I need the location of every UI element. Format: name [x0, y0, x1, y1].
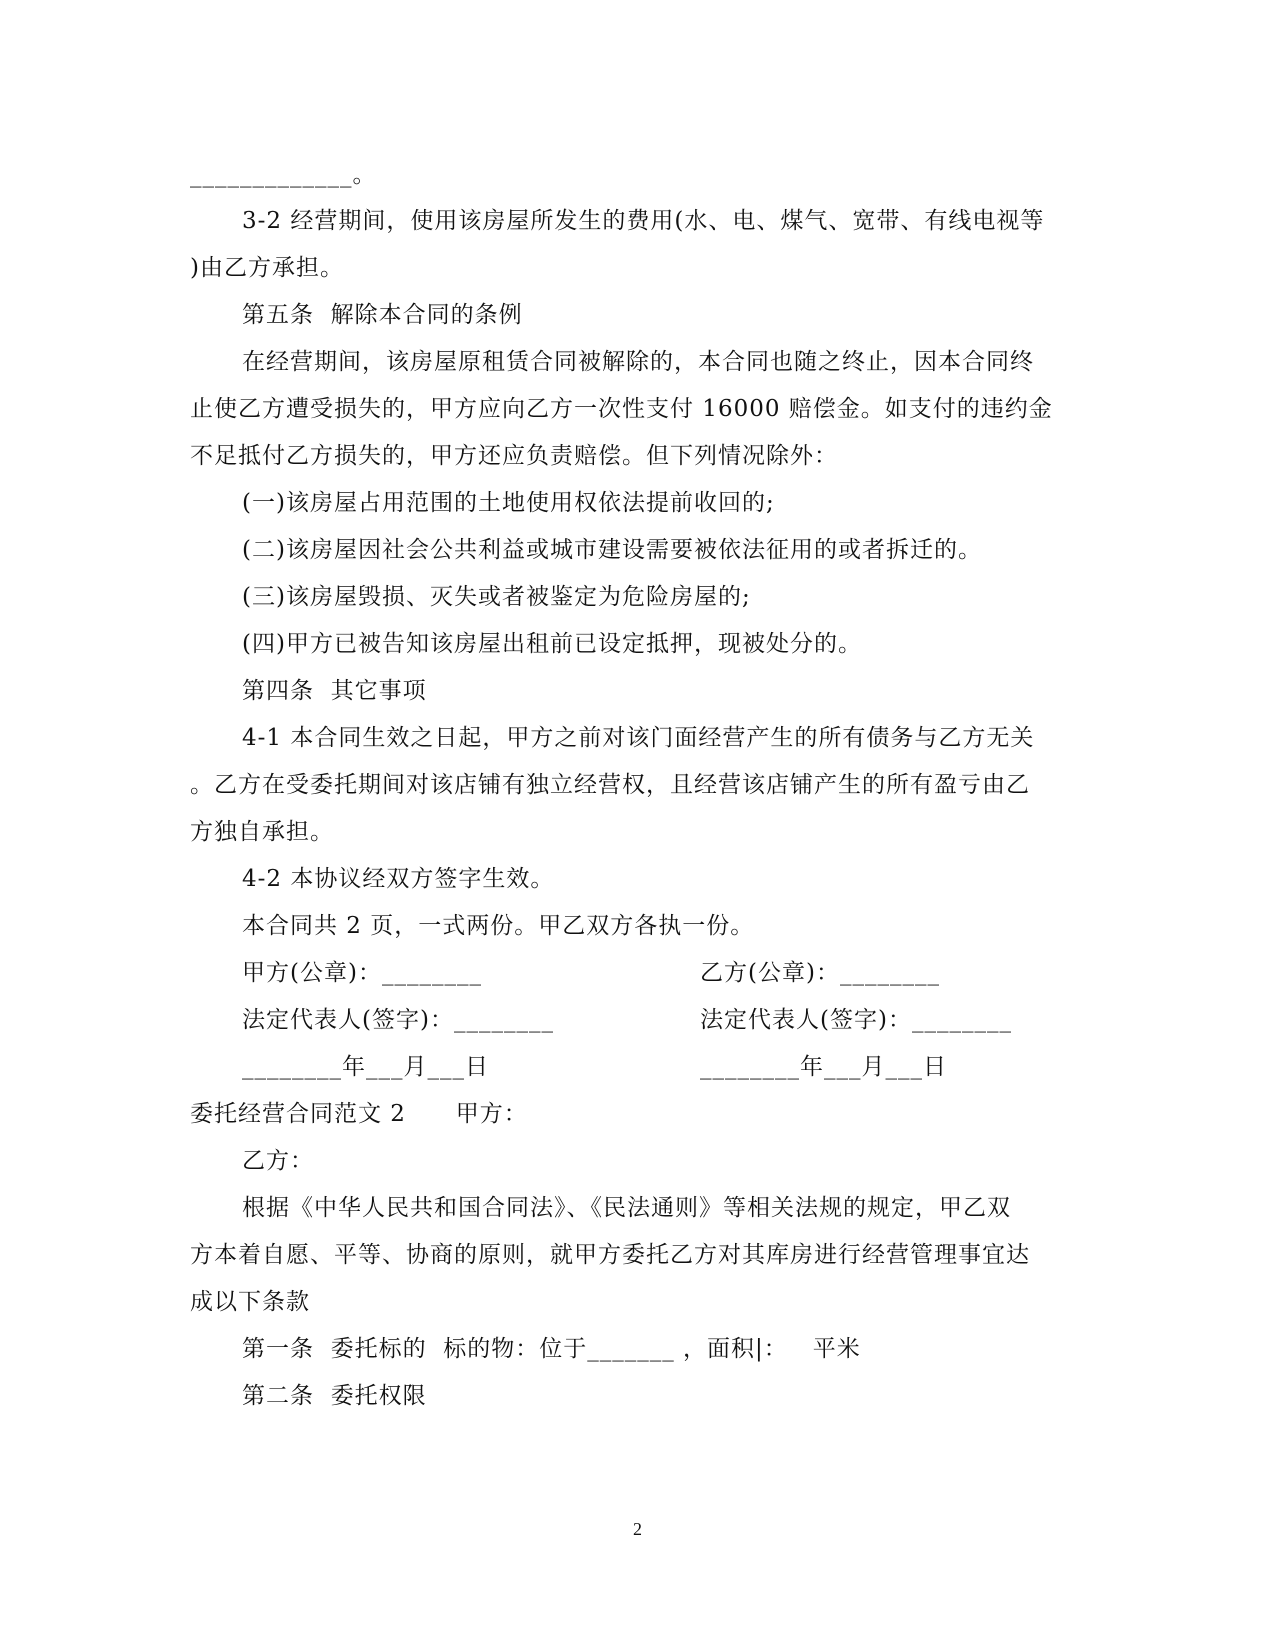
party-b-seal: 乙方(公章)：________ [700, 960, 940, 986]
party-a-representative: 法定代表人(签字)：________ [242, 1007, 554, 1033]
clause-4-1-line-3: 方独自承担。 [190, 819, 334, 845]
exception-item-3: (三)该房屋毁损、灭失或者被鉴定为危险房屋的; [242, 584, 751, 610]
article-5-heading: 第五条 解除本合同的条例 [242, 302, 523, 328]
article-1-line: 第一条 委托标的 标的物：位于_______ ，面积|： 平米 [242, 1336, 861, 1362]
preamble-line-2: 方本着自愿、平等、协商的原则，就甲方委托乙方对其库房进行经营管理事宜达 [190, 1242, 1030, 1268]
exception-item-1: (一)该房屋占用范围的土地使用权依法提前收回的; [242, 490, 775, 516]
clause-3-2-line-2: )由乙方承担。 [190, 255, 344, 281]
text-line: _____________。 [190, 162, 377, 188]
party-b-label: 乙方： [242, 1148, 314, 1174]
preamble-line-3: 成以下条款 [190, 1289, 310, 1315]
clause-4-2: 4-2 本协议经双方签字生效。 [242, 866, 555, 892]
article-5-para-line-1: 在经营期间，该房屋原租赁合同被解除的，本合同也随之终止，因本合同终 [242, 349, 1034, 375]
preamble-line-1: 根据《中华人民共和国合同法》、《民法通则》等相关法规的规定，甲乙双 [242, 1195, 1011, 1221]
party-b-date: ________年___月___日 [700, 1054, 947, 1080]
copies-note: 本合同共 2 页，一式两份。甲乙双方各执一份。 [242, 913, 755, 939]
exception-item-4: (四)甲方已被告知该房屋出租前已设定抵押，现被处分的。 [242, 631, 862, 657]
exception-item-2: (二)该房屋因社会公共利益或城市建设需要被依法征用的或者拆迁的。 [242, 537, 982, 563]
article-2-heading: 第二条 委托权限 [242, 1383, 427, 1409]
clause-4-1-line-1: 4-1 本合同生效之日起，甲方之前对该门面经营产生的所有债务与乙方无关 [242, 725, 1035, 751]
party-a-date: ________年___月___日 [242, 1054, 489, 1080]
article-4-heading: 第四条 其它事项 [242, 678, 427, 704]
party-b-representative: 法定代表人(签字)：________ [700, 1007, 1012, 1033]
party-a-seal: 甲方(公章)：________ [242, 960, 482, 986]
clause-4-1-line-2: 。乙方在受委托期间对该店铺有独立经营权，且经营该店铺产生的所有盈亏由乙 [190, 772, 1030, 798]
page-number: 2 [633, 1519, 642, 1539]
article-5-para-line-3: 不足抵付乙方损失的，甲方还应负责赔偿。但下列情况除外： [190, 443, 838, 469]
clause-3-2-line-1: 3-2 经营期间，使用该房屋所发生的费用(水、电、煤气、宽带、有线电视等 [242, 208, 1045, 234]
article-5-para-line-2: 止使乙方遭受损失的，甲方应向乙方一次性支付 16000 赔偿金。如支付的违约金 [190, 396, 1053, 422]
contract-2-title: 委托经营合同范文 2 甲方： [190, 1101, 528, 1127]
